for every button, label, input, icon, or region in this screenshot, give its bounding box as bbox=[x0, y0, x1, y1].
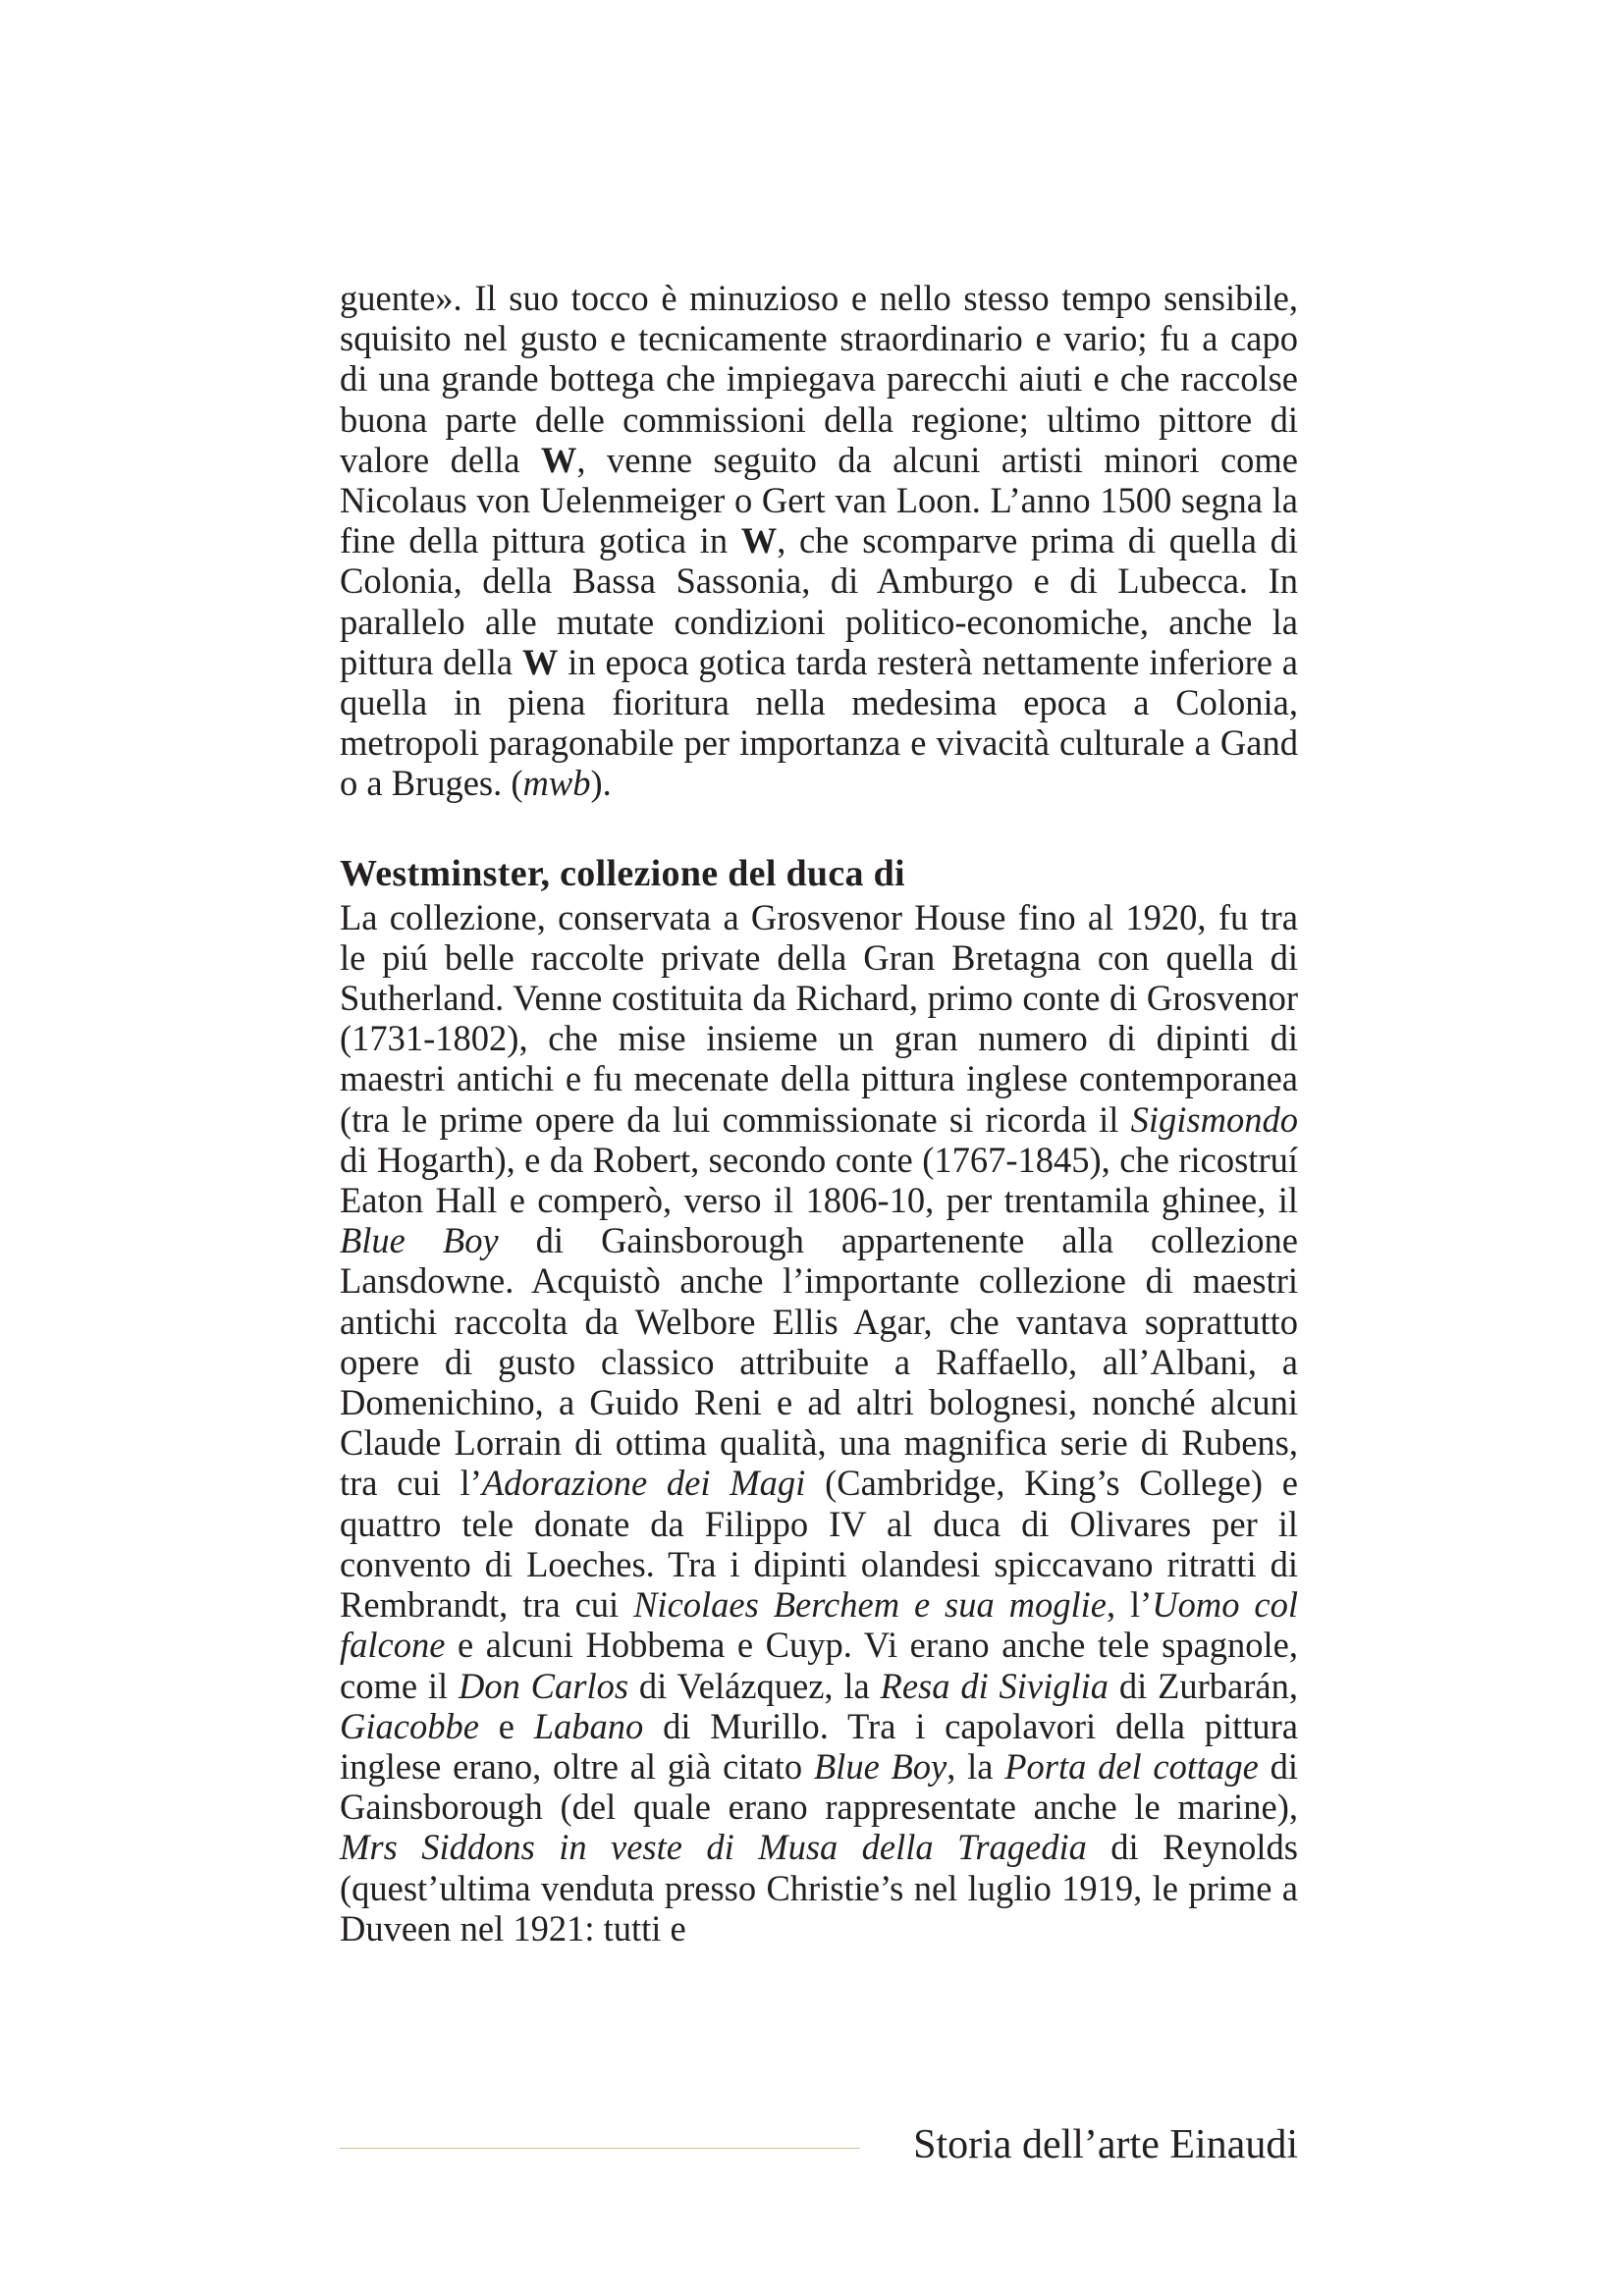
w-abbreviation: W bbox=[521, 641, 559, 682]
artwork-title: Don Carlos bbox=[458, 1665, 629, 1706]
text-run: ). bbox=[590, 763, 612, 804]
artwork-title: Uomo col falcone bbox=[340, 1584, 1298, 1666]
artwork-title: Nicolaes Berchem e sua moglie bbox=[633, 1584, 1107, 1626]
w-abbreviation: W bbox=[740, 520, 778, 561]
text-run: di Gainsborough appartenente alla collezione Lansdowne. Acquistò anche l’importante collezione di maestri antichi raccolta da Welbore Ellis Agar, che vantava soprattutto opere di gusto classico attribuite a Raffaello, all’Albani, a Domenichino, a Guido Reni e ad altri bolognesi, nonché alcuni Claude Lorrain di ottima qualità, una magnifica serie di Rubens, tra cui l’ bbox=[340, 1220, 1299, 1504]
text-run: di Reynolds (quest’ultima venduta presso Christie’s nel luglio 1919, le prime a Duveen nel 1921: tutti e bbox=[340, 1827, 1298, 1949]
artwork-title: Blue Boy bbox=[340, 1220, 499, 1261]
text-column bbox=[340, 278, 1298, 1949]
text-run: , l’ bbox=[1106, 1584, 1153, 1626]
artwork-title: Labano bbox=[533, 1705, 644, 1746]
artwork-title: Mrs Siddons in veste di Musa della Tragedia bbox=[340, 1827, 1087, 1868]
author-initials: mwb bbox=[522, 763, 591, 804]
artwork-title: Porta del cottage bbox=[1004, 1745, 1259, 1787]
w-abbreviation: W bbox=[540, 439, 577, 480]
text-run: , venne seguito da alcuni artisti minori come Nicolaus von Uelenmeiger o Gert van Loon. L’anno 1500 segna la fine della pittura gotica in bbox=[340, 439, 1298, 561]
entry-title: Westminster, collezione del duca di bbox=[340, 852, 905, 894]
text-run: di Velázquez, la bbox=[628, 1665, 881, 1706]
text-run: La collezione, conservata a Grosvenor House fino al 1920, fu tra le piú belle raccolte private della Gran Bretagna con quella di Sutherland. Venne costituita da Richard, primo conte di Grosvenor (1731-1802), che mise insieme un gran numero di dipinti di maestri antichi e fu mecenate della pittura inglese contemporanea (tra le prime opere da lui commissionate si ricorda il bbox=[340, 896, 1298, 1140]
text-run: e bbox=[478, 1705, 534, 1746]
text-run: di Hogarth), e da Robert, secondo conte (1767-1845), che ricostruí Eaton Hall e comperò, verso il 1806-10, per trentamila ghinee, il bbox=[340, 1139, 1298, 1221]
artwork-title: Adorazione dei Magi bbox=[481, 1463, 806, 1504]
artwork-title: Blue Boy bbox=[813, 1745, 947, 1787]
entry-paragraph bbox=[340, 897, 1298, 1949]
text-run: di Gainsborough (del quale erano rappresentate anche le marine), bbox=[340, 1745, 1298, 1828]
text-run: , che scomparve prima di quella di Colonia, della Bassa Sassonia, di Amburgo e di Lubecca. In parallelo alle mutate condizioni politico-economiche, anche la pittura della bbox=[340, 520, 1299, 682]
text-run: in epoca gotica tarda resterà nettamente inferiore a quella in piena fioritura nella medesima epoca a Colonia, metropoli paragonabile per importanza e vivacità culturale a Gand o a Bruges. ( bbox=[340, 641, 1298, 804]
text-run: di Murillo. Tra i capolavori della pittura inglese erano, oltre al già citato bbox=[340, 1705, 1298, 1787]
artwork-title: Resa di Siviglia bbox=[880, 1665, 1109, 1706]
continuation-paragraph bbox=[340, 278, 1298, 804]
text-run: e alcuni Hobbema e Cuyp. Vi erano anche tele spagnole, come il bbox=[340, 1625, 1298, 1706]
text-run: (Cambridge, King’s College) e quattro tele donate da Filippo IV al duca di Olivares per il convento di Loeches. Tra i dipinti olandesi spiccavano ritratti di Rembrandt, tra cui bbox=[340, 1463, 1299, 1626]
text-run: guente». Il suo tocco è minuzioso e nello stesso tempo sensibile, squisito nel gusto e tecnicamente straordinario e vario; fu a capo di una grande bottega che impiegava parecchi aiuti e che raccolse buona parte delle commissioni della regione; ultimo pittore di valore della bbox=[340, 278, 1298, 480]
footer-publication-title: Storia dell’arte Einaudi bbox=[913, 2122, 1298, 2167]
footer-rule bbox=[340, 2148, 860, 2149]
text-run: di Zurbarán, bbox=[1109, 1665, 1298, 1706]
artwork-title: Giacobbe bbox=[340, 1705, 479, 1746]
artwork-title: Sigismondo bbox=[1130, 1098, 1298, 1140]
text-run: , la bbox=[947, 1745, 1005, 1787]
